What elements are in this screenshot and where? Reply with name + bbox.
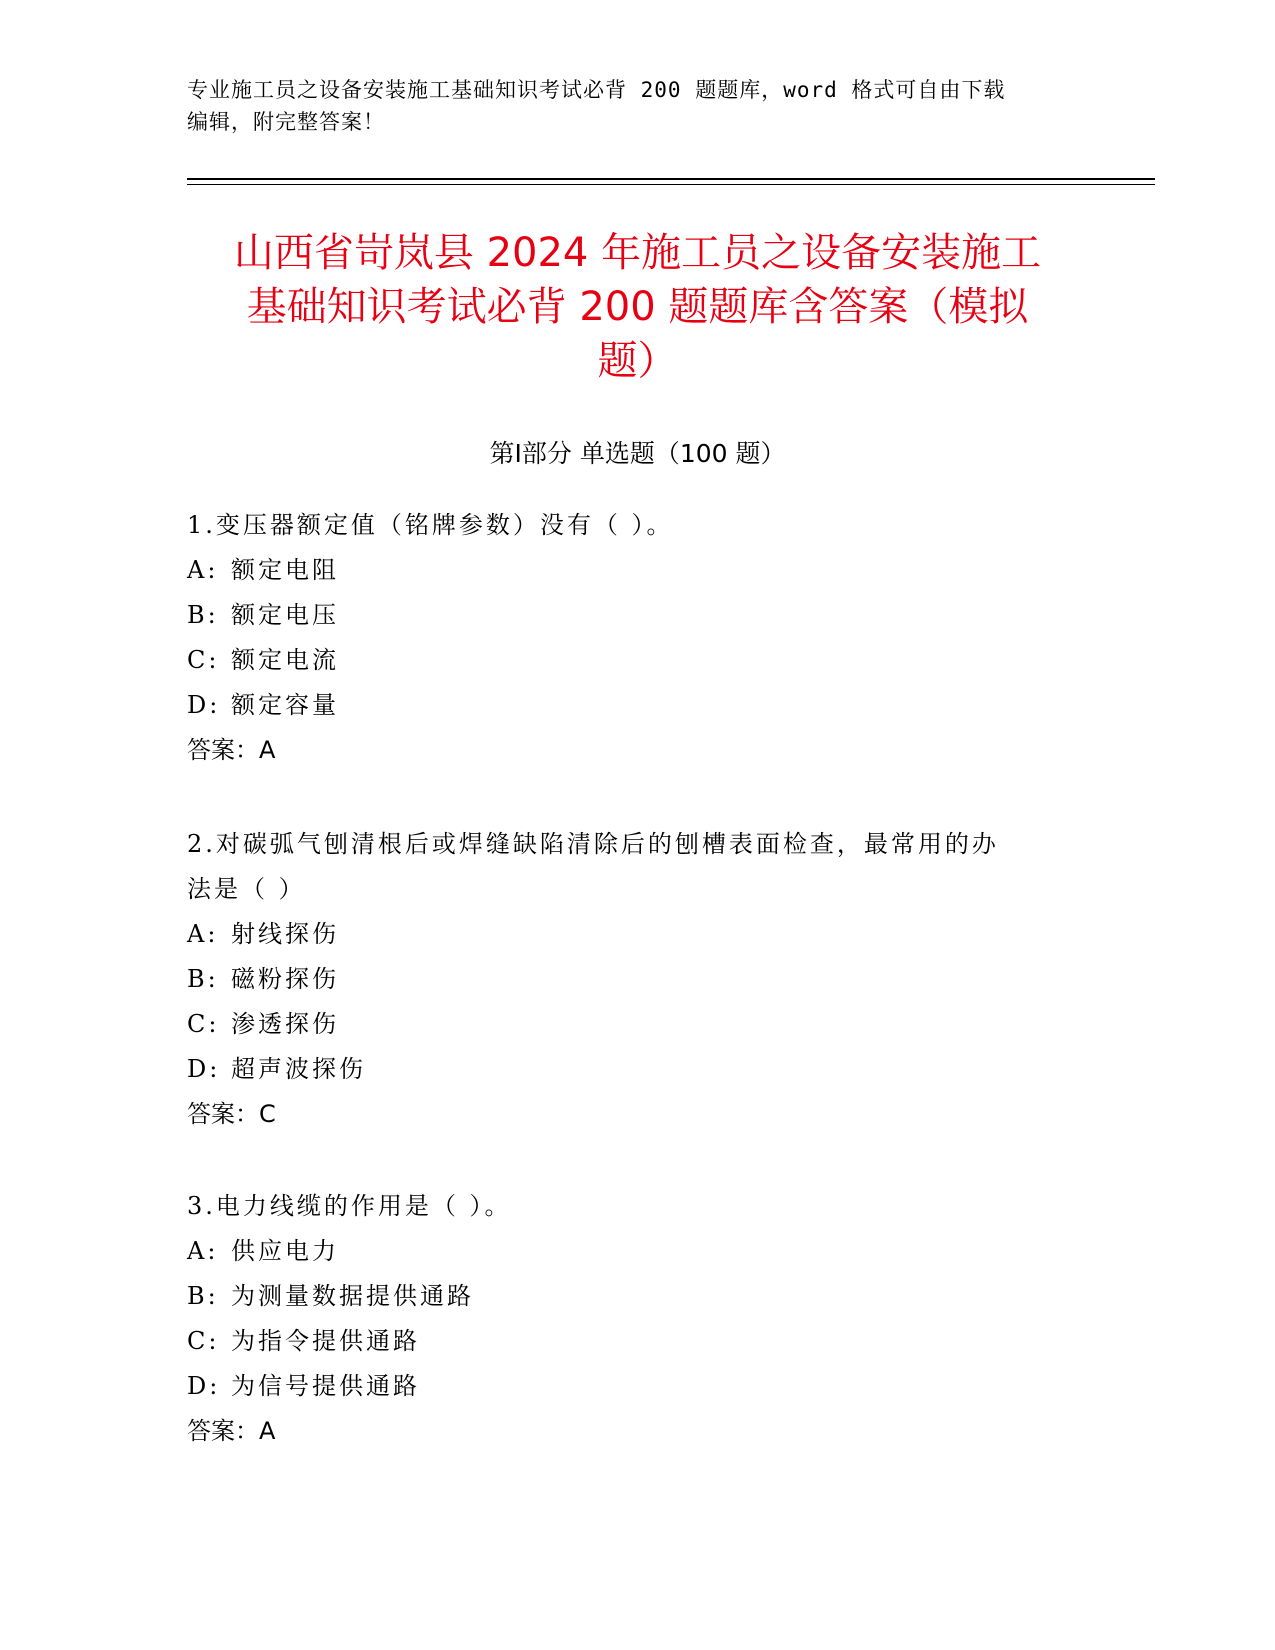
header-divider-thin <box>187 184 1155 185</box>
title-line-2: 基础知识考试必背 200 题题库含答案（模拟 <box>246 284 1029 330</box>
option-letter: B: <box>187 601 219 629</box>
option-a <box>187 1229 1067 1274</box>
question-stem: 1.变压器额定值（铭牌参数）没有（ ）。 <box>187 511 674 539</box>
option-letter: D: <box>187 1372 221 1400</box>
option-letter: A: <box>187 920 219 948</box>
option-d <box>187 1364 1067 1409</box>
option-letter: D: <box>187 1055 221 1083</box>
title-line-1: 山西省岢岚县 2024 年施工员之设备安装施工 <box>233 230 1042 276</box>
option-text: 额定电阻 <box>231 556 339 584</box>
option-text: 额定容量 <box>231 691 339 719</box>
option-b <box>187 593 1067 638</box>
option-letter: A: <box>187 1237 219 1265</box>
option-letter: D: <box>187 691 221 719</box>
option-text: 额定电流 <box>231 646 339 674</box>
header-note-line-2: 编辑，附完整答案！ <box>187 110 385 134</box>
option-c <box>187 638 1067 683</box>
option-text: 射线探伤 <box>231 920 339 948</box>
answer: 答案：C <box>187 1100 276 1128</box>
option-letter: C: <box>187 1327 220 1355</box>
option-text: 为测量数据提供通路 <box>231 1282 474 1310</box>
option-text: 额定电压 <box>231 601 339 629</box>
option-text: 磁粉探伤 <box>231 965 339 993</box>
answer: 答案：A <box>187 1417 276 1445</box>
document-title <box>150 226 1125 388</box>
question-stem-line-1: 2.对碳弧气刨清根后或焊缝缺陷清除后的刨槽表面检查，最常用的办 <box>187 830 999 858</box>
document-header-note <box>187 74 1087 138</box>
option-letter: B: <box>187 1282 219 1310</box>
header-note-line-1: 专业施工员之设备安装施工基础知识考试必背 200 题题库，word 格式可自由下载 <box>187 78 1006 102</box>
option-text: 超声波探伤 <box>231 1055 366 1083</box>
option-b <box>187 957 1067 1002</box>
option-d <box>187 1047 1067 1092</box>
option-c <box>187 1319 1067 1364</box>
header-divider-thick <box>187 178 1155 180</box>
question-stem-line-2: 法是（ ） <box>187 875 306 903</box>
question-1 <box>187 503 1067 773</box>
option-letter: C: <box>187 1010 220 1038</box>
title-line-3: 题） <box>597 338 678 384</box>
option-b <box>187 1274 1067 1319</box>
option-a <box>187 912 1067 957</box>
option-text: 为指令提供通路 <box>231 1327 420 1355</box>
option-text: 为信号提供通路 <box>231 1372 420 1400</box>
question-3 <box>187 1184 1067 1454</box>
option-text: 渗透探伤 <box>231 1010 339 1038</box>
option-letter: B: <box>187 965 219 993</box>
answer: 答案：A <box>187 736 276 764</box>
question-stem: 3.电力线缆的作用是（ ）。 <box>187 1192 512 1220</box>
option-letter: C: <box>187 646 220 674</box>
option-a <box>187 548 1067 593</box>
question-2 <box>187 822 1067 1137</box>
option-letter: A: <box>187 556 219 584</box>
option-text: 供应电力 <box>231 1237 339 1265</box>
option-d <box>187 683 1067 728</box>
section-heading: 第Ⅰ部分 单选题（100 题） <box>489 439 786 468</box>
option-c <box>187 1002 1067 1047</box>
